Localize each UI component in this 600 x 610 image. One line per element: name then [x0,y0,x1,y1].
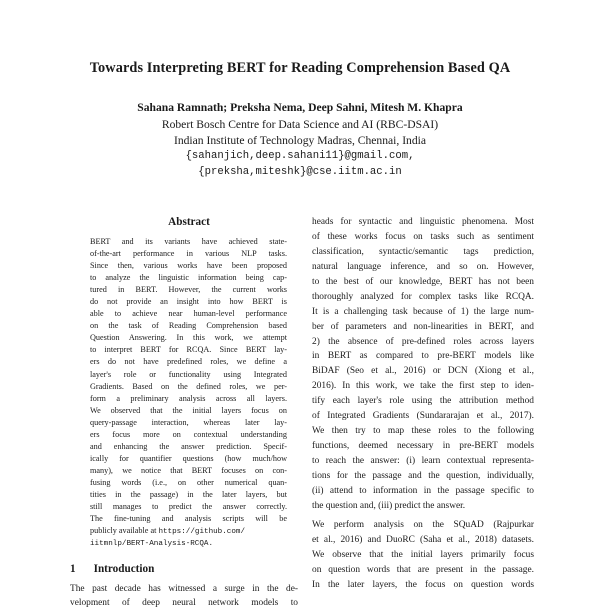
abstract-line: and enhancing the answer prediction. Specif- [90,441,287,451]
abstract-line: ers do not have predefined roles, we define a [90,357,287,367]
abstract-line: ically for quantifier questions (how much/how [90,453,287,463]
section-number: 1 [70,563,76,575]
repository-link-continued[interactable]: iitmnlp/BERT-Analysis-RCQA. [90,540,214,549]
introduction-body [70,582,298,610]
abstract-line: query-passage interaction, whereas later lay- [90,417,287,427]
abstract-line: Since then, various works have been proposed [90,261,287,271]
right-column-line: the question and, (iii) predict the answer. [312,500,466,511]
email-line-1: {sahanjich,deep.sahani11}@gmail.com, [185,150,415,162]
abstract-line: many), we notice that BERT focuses on con- [90,465,287,475]
abstract-line: We observed that the initial layers focus on [90,405,287,415]
right-column-line: classification, syntactic/semantic tags prediction, [312,246,534,257]
abstract-line: to interpret BERT for RCQA. Since BERT lay- [90,345,287,355]
right-column-line: We observe that the initial layers primarily focus [312,549,534,560]
right-column-line: 2016). In this work, we take the first step to iden- [312,381,534,392]
abstract-line: layer's role or functionality using Integrated [90,369,287,379]
right-column-line: ber of parameters and non-linearities in BERT, and [312,321,534,332]
right-column-line: 2) the absence of pre-defined roles across layers [312,336,534,347]
right-column-line: of these works focus on tasks such as sentiment [312,231,534,242]
affiliation-line-1: Robert Bosch Centre for Data Science and AI (RBC-DSAI) [161,118,439,131]
email-line-2: {preksha,miteshk}@cse.iitm.ac.in [198,166,402,178]
abstract-line: Question Answering. In this work, we attempt [90,333,287,343]
abstract-line: able to achieve near human-level performance [90,309,287,319]
affiliation-line-2: Indian Institute of Technology Madras, Chennai, India [173,134,427,147]
abstract-line: Gradients. Based on the defined roles, we per- [90,381,287,391]
abstract-line-text: publicly available at [90,526,159,536]
abstract-body [90,236,287,549]
abstract-line: tities in the passage) in the later layers, but [90,489,287,499]
right-column-line: tions for the passage and the question, individually, [312,470,534,481]
paper-title: Towards Interpreting BERT for Reading Comprehension Based QA [89,60,511,76]
right-column-line: heads for syntactic and linguistic phenomena. Most [312,217,534,227]
abstract-line: do not provide an insight into how BERT is [90,297,287,307]
abstract-line: The fine-tuning and analysis scripts will be [90,514,287,524]
right-column-line: functions, deemed necessary in pre-BERT models [312,441,534,452]
abstract-line: tured in BERT. However, the current works [90,285,287,295]
right-column-line: In the later layers, the focus on question words [312,579,534,590]
abstract-line [90,525,287,537]
abstract-heading: Abstract [168,216,210,228]
author-list: Sahana Ramnath; Preksha Nema, Deep Sahni, Mitesh M. Khapra [137,101,463,114]
abstract-line [90,537,287,549]
introduction-line: The past decade has witnessed a surge in the de- [70,584,298,594]
abstract-line: of-the-art performance in various NLP tasks. [90,249,287,259]
right-column-line: thoroughly analyzed for complex tasks like RCQA. [312,291,534,302]
right-column-paragraph-1 [312,215,534,514]
right-column-line: to the best of our knowledge, BERT has not been [312,276,534,287]
abstract-line: still manages to predict the answer correctly. [90,502,287,512]
right-column-line: BiDAF (Seo et al., 2016) or DCN (Xiong et al., [312,366,534,377]
repository-link[interactable]: https://github.com/ [158,528,246,537]
right-column-line: natural language inference, and so on. However, [312,261,534,272]
section-title: Introduction [93,563,155,575]
abstract-line: on the task of Reading Comprehension based [90,321,287,331]
abstract-line: BERT and its variants have achieved state- [90,237,287,246]
right-column-line: We then try to map these roles to the following [312,426,534,437]
introduction-line: velopment of deep neural network models to [70,598,298,608]
right-column-line: et al., 2016) and DuoRC (Saha et al., 2018) datasets. [312,534,534,545]
right-column-line: on question words that are present in the passage. [312,564,534,575]
abstract-line: to analyze the linguistic information being cap- [90,273,287,283]
abstract-line: form a preliminary analysis across all layers. [90,393,287,403]
abstract-line: ers focus more on contextual understanding [90,429,287,439]
right-column-line: (ii) attend to information in the passage specific to [312,485,534,496]
right-column-line: to reach the answer: (i) learn contextual representa- [312,456,534,466]
right-column-line: in BERT as compared to pre-BERT models like [312,351,534,362]
right-column-line: We perform analysis on the SQuAD (Rajpurkar [312,520,534,530]
right-column-paragraph-2 [312,518,534,593]
section-heading [70,563,154,575]
abstract-line: fusing words (i.e., on other numerical quan- [90,477,287,487]
right-column-line: of Integrated Gradients (Sundararajan et al., 2017). [312,411,534,422]
right-column-line: tify each layer's role using the attribution method [312,396,534,407]
right-column-line: It is a challenging task because of 1) the large num- [312,306,534,317]
